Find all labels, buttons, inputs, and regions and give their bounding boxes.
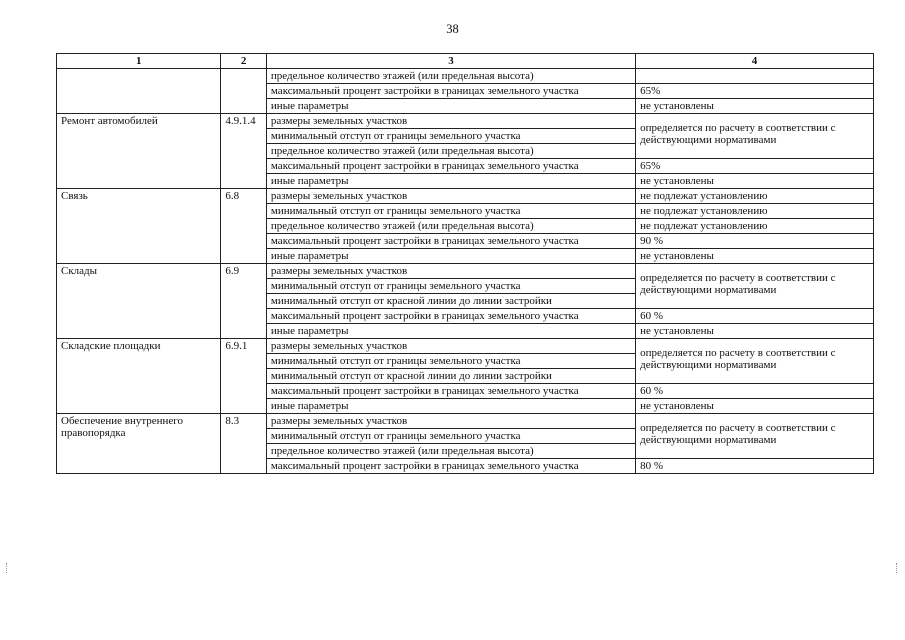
parameter-value: не установлены xyxy=(636,324,874,339)
table-header-row xyxy=(57,54,874,69)
parameter-name: минимальный отступ от границы земельного участка xyxy=(266,204,635,219)
use-type-name: Склады xyxy=(57,264,221,339)
parameter-value: 65% xyxy=(636,159,874,174)
parameter-name: минимальный отступ от красной линии до линии застройки xyxy=(266,369,635,384)
parameter-name: предельное количество этажей (или предельная высота) xyxy=(266,144,635,159)
parameter-value: не подлежат установлению xyxy=(636,204,874,219)
parameter-name: размеры земельных участков xyxy=(266,264,635,279)
parameter-name: предельное количество этажей (или предельная высота) xyxy=(266,69,635,84)
parameter-name: размеры земельных участков xyxy=(266,189,635,204)
parameter-name: иные параметры xyxy=(266,174,635,189)
parameter-value: определяется по расчету в соответствии с действующими нормативами xyxy=(636,414,874,459)
parameter-value: не подлежат установлению xyxy=(636,219,874,234)
parameter-name: максимальный процент застройки в границах земельного участка xyxy=(266,309,635,324)
parameter-value: определяется по расчету в соответствии с действующими нормативами xyxy=(636,339,874,384)
use-type-code: 6.8 xyxy=(221,189,267,264)
parameter-value: не подлежат установлению xyxy=(636,189,874,204)
scan-edge-mark-left xyxy=(6,563,8,573)
column-header-1: 1 xyxy=(57,54,221,69)
parameter-name: иные параметры xyxy=(266,99,635,114)
use-type-code xyxy=(221,69,267,114)
table-row xyxy=(57,189,874,204)
parameter-name: размеры земельных участков xyxy=(266,414,635,429)
parameter-name: иные параметры xyxy=(266,324,635,339)
parameter-name: размеры земельных участков xyxy=(266,114,635,129)
table-body xyxy=(57,69,874,474)
table-row xyxy=(57,264,874,279)
table-row xyxy=(57,69,874,84)
use-type-name: Ремонт автомобилей xyxy=(57,114,221,189)
parameter-name: максимальный процент застройки в границах земельного участка xyxy=(266,84,635,99)
parameter-name: иные параметры xyxy=(266,249,635,264)
parameter-value: 60 % xyxy=(636,309,874,324)
zoning-parameters-table xyxy=(56,53,874,474)
parameter-value: не установлены xyxy=(636,174,874,189)
parameter-name: минимальный отступ от границы земельного участка xyxy=(266,129,635,144)
use-type-name: Складские площадки xyxy=(57,339,221,414)
parameter-value: 90 % xyxy=(636,234,874,249)
parameter-name: размеры земельных участков xyxy=(266,339,635,354)
parameter-name: максимальный процент застройки в границах земельного участка xyxy=(266,384,635,399)
parameter-name: максимальный процент застройки в границах земельного участка xyxy=(266,459,635,474)
parameter-name: минимальный отступ от красной линии до линии застройки xyxy=(266,294,635,309)
column-header-2: 2 xyxy=(221,54,267,69)
parameter-name: минимальный отступ от границы земельного участка xyxy=(266,429,635,444)
use-type-name: Связь xyxy=(57,189,221,264)
scan-edge-mark-right xyxy=(896,563,898,573)
parameter-name: иные параметры xyxy=(266,399,635,414)
parameter-value: определяется по расчету в соответствии с действующими нормативами xyxy=(636,264,874,309)
use-type-code: 8.3 xyxy=(221,414,267,474)
use-type-name: Обеспечение внутреннего правопорядка xyxy=(57,414,221,474)
use-type-code: 4.9.1.4 xyxy=(221,114,267,189)
parameter-name: минимальный отступ от границы земельного участка xyxy=(266,279,635,294)
parameter-value: 60 % xyxy=(636,384,874,399)
parameter-value: 80 % xyxy=(636,459,874,474)
parameter-value: определяется по расчету в соответствии с действующими нормативами xyxy=(636,114,874,159)
parameter-name: максимальный процент застройки в границах земельного участка xyxy=(266,159,635,174)
table-row xyxy=(57,114,874,129)
parameter-value: 65% xyxy=(636,84,874,99)
parameter-name: предельное количество этажей (или предельная высота) xyxy=(266,444,635,459)
use-type-name xyxy=(57,69,221,114)
column-header-3: 3 xyxy=(266,54,635,69)
page-number: 38 xyxy=(446,22,459,36)
parameter-name: минимальный отступ от границы земельного участка xyxy=(266,354,635,369)
use-type-code: 6.9 xyxy=(221,264,267,339)
parameter-value: не установлены xyxy=(636,99,874,114)
parameter-name: предельное количество этажей (или предельная высота) xyxy=(266,219,635,234)
use-type-code: 6.9.1 xyxy=(221,339,267,414)
column-header-4: 4 xyxy=(636,54,874,69)
parameter-value: не установлены xyxy=(636,399,874,414)
parameter-value xyxy=(636,69,874,84)
parameter-value: не установлены xyxy=(636,249,874,264)
table-row xyxy=(57,414,874,429)
parameter-name: максимальный процент застройки в границах земельного участка xyxy=(266,234,635,249)
table-row xyxy=(57,339,874,354)
